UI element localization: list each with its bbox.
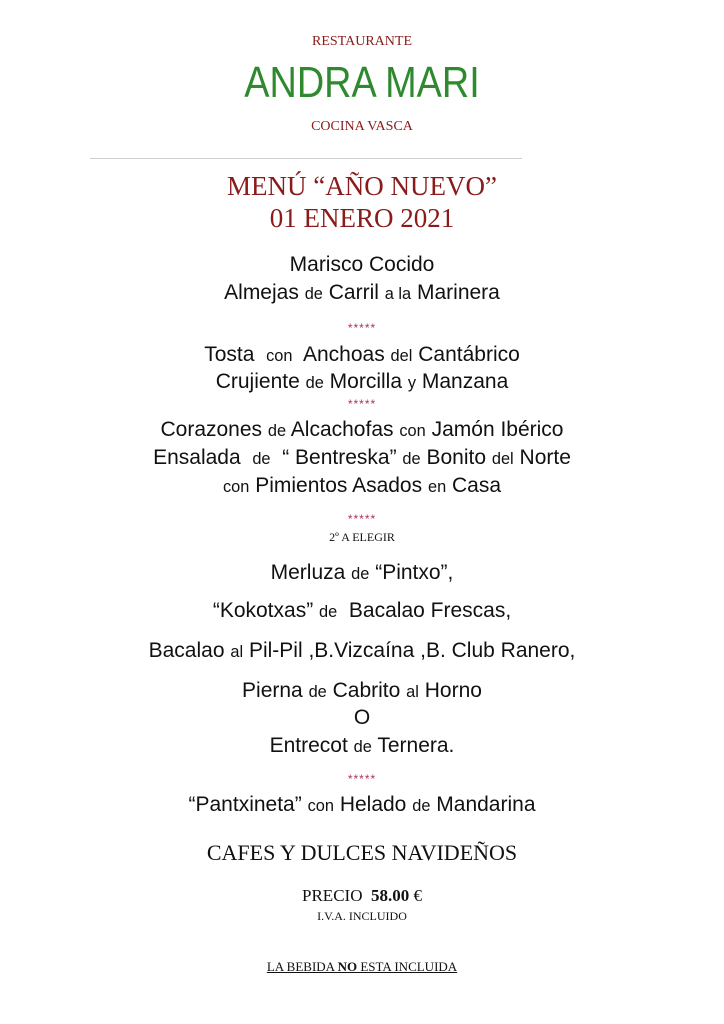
dish-text: “Pantxineta” (188, 793, 302, 816)
dish-text: Bonito (426, 446, 487, 469)
drinks-note (0, 959, 724, 975)
dish-text: Anchoas (302, 343, 385, 366)
dish-connector: de (252, 450, 271, 468)
price-currency: € (413, 886, 422, 905)
dish-text: Merluza (270, 561, 346, 584)
dish-tosta (0, 343, 724, 367)
dish-text: Carril (328, 281, 379, 304)
dish-text: Ensalada (153, 446, 241, 469)
dish-text: Bacalao (148, 639, 225, 662)
separator-stars: ***** (347, 772, 377, 786)
dish-text: Entrecot (269, 734, 348, 757)
dish-corazones (0, 418, 724, 442)
vat-note: I.V.A. INCLUIDO (317, 909, 407, 923)
dish-pimientos (0, 474, 724, 498)
price-line (0, 886, 724, 906)
dish-text: Ternera. (377, 734, 455, 757)
dish-text: Manzana (421, 370, 509, 393)
restaurant-subtitle: COCINA VASCA (311, 119, 413, 134)
dish-connector: al (406, 683, 419, 701)
dish-text: Pil-Pil ,B.Vizcaína ,B. Club Ranero, (248, 639, 576, 662)
dish-connector: con (222, 478, 250, 496)
dish-bacalao (0, 639, 724, 663)
dish-text: Marisco Cocido (289, 253, 435, 276)
separator-stars: ***** (347, 397, 377, 411)
dish-pantxineta (0, 793, 724, 817)
dish-connector: de (353, 738, 372, 756)
dish-text: Helado (339, 793, 407, 816)
dish-connector: en (427, 478, 447, 496)
dish-marisco (0, 253, 724, 277)
price-amount: 58.00 (370, 886, 410, 905)
dish-connector: de (308, 683, 327, 701)
separator-stars: ***** (347, 512, 377, 526)
dish-text: Cantábrico (418, 343, 520, 366)
price-label: PRECIO (302, 886, 363, 905)
dish-connector: de (304, 285, 323, 303)
dish-connector: de (412, 797, 431, 815)
drinks-text: LA BEBIDA (266, 959, 338, 974)
dish-connector: de (351, 565, 370, 583)
dish-text: Pierna (242, 679, 303, 702)
dish-entrecot (0, 734, 724, 758)
dish-connector: de (305, 374, 324, 392)
dish-connector: de (402, 450, 421, 468)
dish-connector: con (266, 347, 293, 365)
drinks-emphasis: NO (337, 959, 358, 974)
dish-text: Almejas (224, 281, 299, 304)
drinks-text: ESTA INCLUIDA (357, 959, 458, 974)
dish-text: Morcilla (329, 370, 402, 393)
dish-text: Horno (424, 679, 482, 702)
restaurant-name: ANDRA MARI (244, 58, 480, 107)
dish-almejas (0, 281, 724, 305)
dish-text: Bacalao Frescas, (348, 599, 512, 622)
dish-text: Tosta (204, 343, 255, 366)
dish-text: Crujiente (215, 370, 300, 393)
dish-text: Marinera (416, 281, 500, 304)
dish-text: Cabrito (332, 679, 401, 702)
dish-text: “Kokotxas” (212, 599, 314, 622)
dish-pierna (0, 679, 724, 703)
choose-label: 2º A ELEGIR (329, 530, 395, 544)
dish-connector: de (267, 422, 287, 440)
dish-merluza (0, 561, 724, 585)
dish-connector: con (307, 797, 334, 815)
dish-text: Pimientos Asados (255, 474, 423, 497)
dish-connector: al (230, 643, 244, 661)
dish-text: Jamón Ibérico (431, 418, 564, 441)
dish-connector: del (390, 347, 413, 365)
dish-text: Mandarina (436, 793, 536, 816)
dish-connector: con (399, 422, 426, 440)
dish-connector: del (491, 450, 514, 468)
dish-connector: de (319, 603, 338, 621)
header-divider (90, 158, 522, 159)
dish-text: Norte (519, 446, 571, 469)
dish-crujiente (0, 370, 724, 394)
menu-date: 01 ENERO 2021 (269, 203, 455, 233)
dish-kokotxas (0, 599, 724, 623)
dish-text: O (353, 706, 371, 729)
menu-title: MENÚ “AÑO NUEVO” (227, 171, 497, 201)
dish-text: “ Bentreska” (282, 446, 397, 469)
restaurant-kicker: RESTAURANTE (312, 34, 412, 49)
dish-connector: y (407, 374, 417, 392)
separator-stars: ***** (347, 321, 377, 335)
cafes-line: CAFES Y DULCES NAVIDEÑOS (206, 840, 518, 865)
dish-text: Corazones (160, 418, 263, 441)
dish-connector: a la (384, 285, 412, 303)
dish-text: Casa (452, 474, 502, 497)
dish-text: “Pintxo”, (375, 561, 454, 584)
dish-ensalada (0, 446, 724, 470)
dish-or (0, 706, 724, 730)
dish-text: Alcachofas (290, 418, 394, 441)
